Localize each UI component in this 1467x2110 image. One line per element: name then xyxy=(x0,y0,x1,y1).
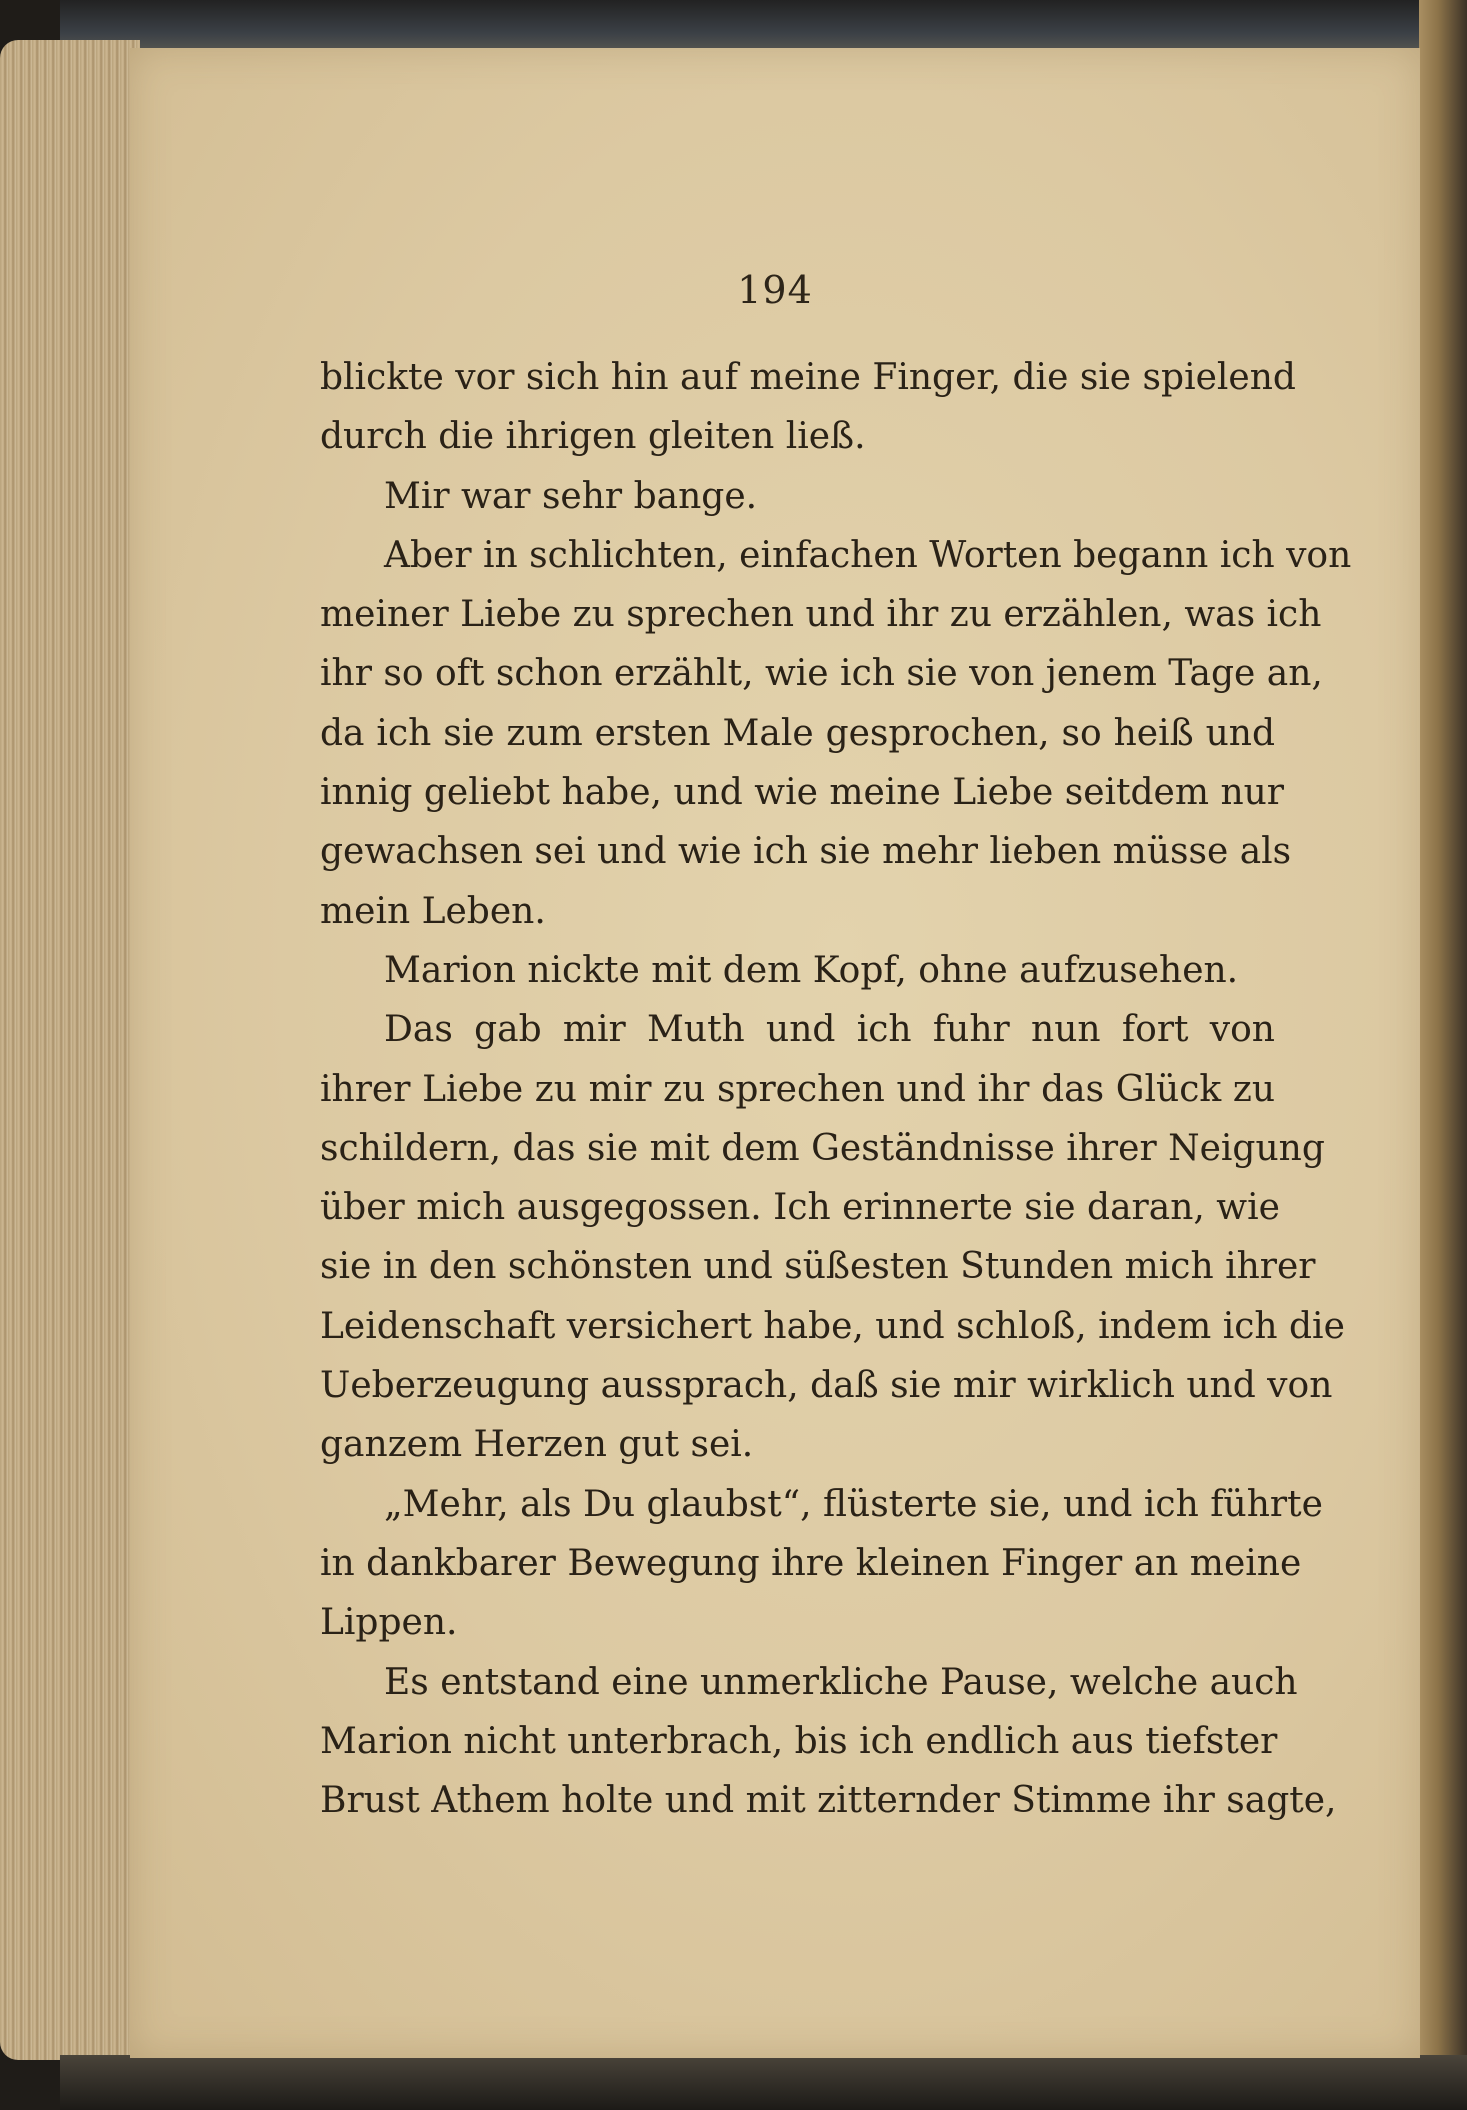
text-line: Mir war sehr bange. xyxy=(384,475,758,517)
text-line: ganzem Herzen gut sei. xyxy=(320,1424,754,1466)
paragraph xyxy=(320,348,1296,467)
text-line: Es entstand eine unmerkliche Pause, welche auch xyxy=(384,1661,1298,1703)
text-line: über mich ausgegossen. Ich erinnerte sie daran, wie xyxy=(320,1187,1280,1229)
page-number: 194 xyxy=(737,268,813,312)
text-line: Leidenschaft versichert habe, und schloß, indem ich die xyxy=(320,1305,1345,1347)
text-line: „Mehr, als Du glaubst“, flüsterte sie, und ich führte xyxy=(384,1483,1323,1525)
text-line: ihr so oft schon erzählt, wie ich sie von jenem Tage an, xyxy=(320,653,1323,695)
book-cover-bottom xyxy=(60,2055,1467,2110)
paragraph xyxy=(320,1000,1345,1474)
text-line: blickte vor sich hin auf meine Finger, die sie spielend xyxy=(320,357,1296,398)
page-edges xyxy=(0,40,140,2060)
text-line: ihrer Liebe zu mir zu sprechen und ihr das Glück zu xyxy=(320,1068,1275,1110)
paragraph xyxy=(320,1475,1323,1653)
text-line: Das gab mir Muth und ich fuhr nun fort von xyxy=(384,1009,1275,1051)
text-line: Lippen. xyxy=(320,1602,458,1644)
text-line: sie in den schönsten und süßesten Stunden mich ihrer xyxy=(320,1246,1316,1288)
body-text xyxy=(320,348,1352,1830)
book-page xyxy=(130,48,1420,2058)
book-cover-top xyxy=(60,0,1467,55)
text-line: gewachsen sei und wie ich sie mehr lieben müsse als xyxy=(320,831,1292,873)
book-spine-edge xyxy=(1419,0,1467,2110)
paragraph xyxy=(320,526,1352,941)
text-line: in dankbarer Bewegung ihre kleinen Finger an meine xyxy=(320,1542,1302,1584)
paragraph xyxy=(320,467,1275,526)
paragraph xyxy=(320,1653,1337,1831)
paragraph xyxy=(320,941,1275,1000)
text-line: schildern, das sie mit dem Geständnisse ihrer Neigung xyxy=(320,1127,1325,1169)
text-line: Marion nickte mit dem Kopf, ohne aufzusehen. xyxy=(384,949,1239,991)
text-line: innig geliebt habe, und wie meine Liebe seitdem nur xyxy=(320,772,1285,814)
text-line: Aber in schlichten, einfachen Worten begann ich von xyxy=(384,534,1352,576)
text-line: mein Leben. xyxy=(320,890,546,932)
text-line: da ich sie zum ersten Male gesprochen, so heiß und xyxy=(320,712,1275,754)
text-line: meiner Liebe zu sprechen und ihr zu erzählen, was ich xyxy=(320,594,1322,636)
text-line: durch die ihrigen gleiten ließ. xyxy=(320,416,866,458)
text-line: Brust Athem holte und mit zitternder Stimme ihr sagte, xyxy=(320,1780,1337,1822)
text-line: Marion nicht unterbrach, bis ich endlich aus tiefster xyxy=(320,1720,1278,1762)
text-line: Ueberzeugung aussprach, daß sie mir wirklich und von xyxy=(320,1365,1333,1407)
